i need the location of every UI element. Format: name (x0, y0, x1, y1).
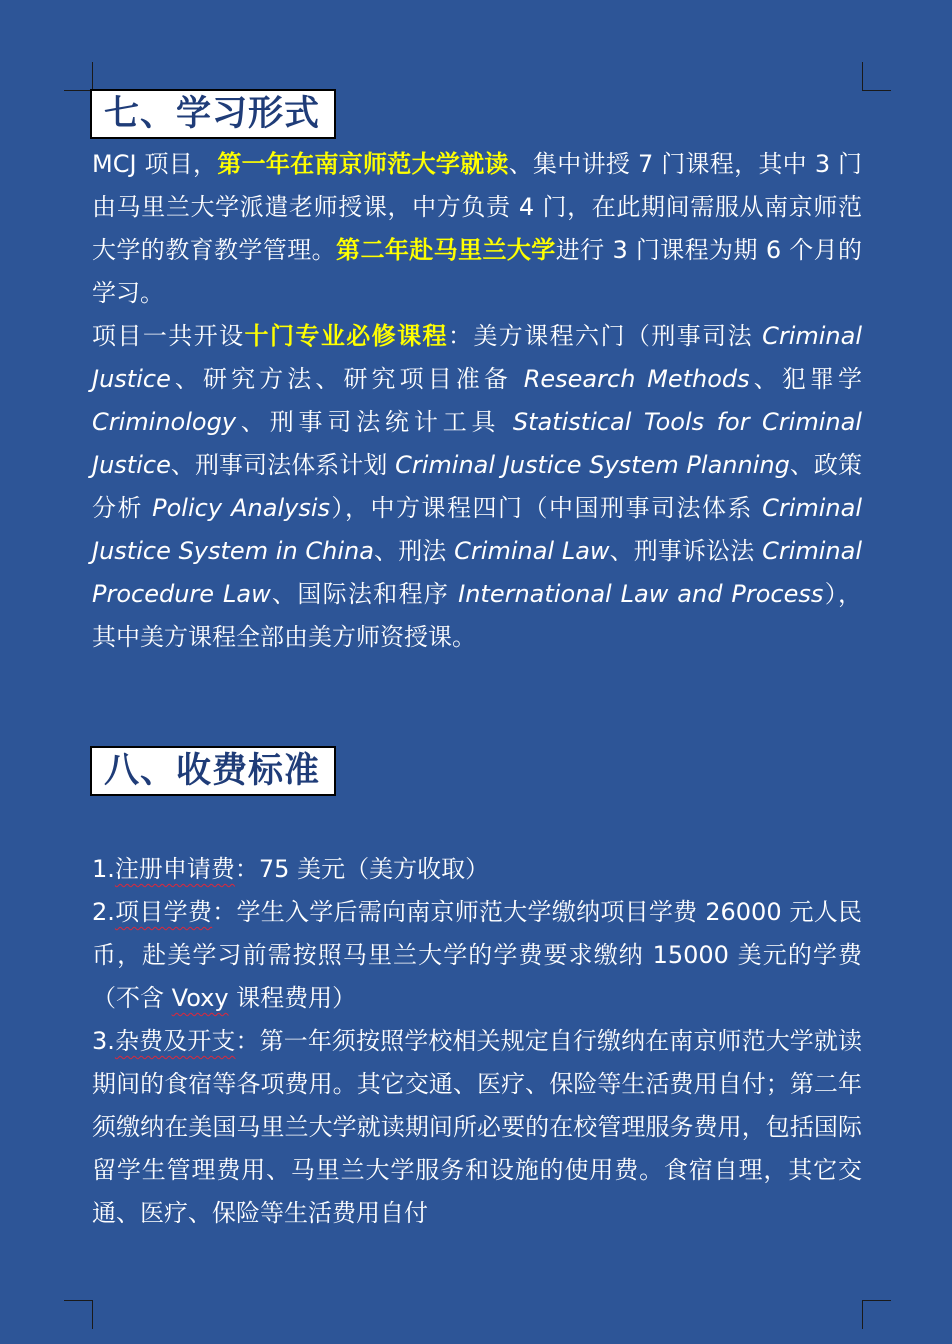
fee-item-registration: 1.注册申请费：75 美元（美方收取） (92, 855, 490, 883)
section-8-heading: 八、收费标准 (90, 746, 336, 796)
corner-mark-bottom-left (64, 1300, 93, 1329)
course-en-name: Policy Analysis (152, 494, 331, 522)
corner-mark-bottom-right (862, 1300, 891, 1329)
highlight-second-year: 第二年赴马里兰大学 (336, 236, 556, 264)
fee-item-misc: 3.杂费及开支：第一年须按照学校相关规定自行缴纳在南京师范大学就读期间的食宿等各项费用。其它交通、医疗、保险等生活费用自付；第二年须缴纳在美国马里兰大学就读期间所必要的在校管理服务费用，包括国际留学生管理费用、马里兰大学服务和设施的使用费。食宿自理，其它交通、医疗、保险等生活费用自付 (92, 1027, 863, 1227)
course-en-name: Statistical Tools for Criminal Justice (92, 408, 862, 479)
section-7-heading: 七、学习形式 (90, 89, 336, 139)
course-en-name: Criminal Procedure Law (92, 537, 862, 608)
section-7-paragraph-1: MCJ 项目，第一年在南京师范大学就读、集中讲授 7 门课程，其中 3 门由马里兰大学派遣老师授课，中方负责 4 门，在此期间需服从南京师范大学的教育教学管理。第二年赴马里兰大学进行 3 门课程为期 6 个月的学习。 (92, 150, 863, 307)
course-en-name: Research Methods (523, 365, 750, 393)
corner-mark-top-left (64, 62, 93, 91)
course-en-name: Criminal Justice System Planning (395, 451, 790, 479)
fee-list (92, 848, 862, 1235)
section-7-paragraph-2: 项目一共开设十门专业必修课程：美方课程六门（刑事司法 Criminal Justice、研究方法、研究项目准备 Research Methods、犯罪学 Criminology、刑事司法统计工具 Statistical Tools for Criminal Justice、刑事司法体系计划 Criminal Justice System Planning、政策分析 Policy Analysis），中方课程四门（中国刑事司法体系 Criminal Justice System in China、刑法 Criminal Law、刑事诉讼法 Criminal Procedure Law、国际法和程序 International Law and Process），其中美方课程全部由美方师资授课。 (92, 322, 863, 651)
course-en-name: Criminal Justice System in China (92, 494, 862, 565)
fee-item-tuition: 2.项目学费：学生入学后需向南京师范大学缴纳项目学费 26000 元人民币，赴美学习前需按照马里兰大学的学费要求缴纳 15000 美元的学费（不含 Voxy 课程费用） (92, 898, 863, 1012)
course-en-name: Criminal Law (454, 537, 610, 565)
highlight-first-year: 第一年在南京师范大学就读 (217, 150, 509, 178)
course-en-name: International Law and Process (458, 580, 824, 608)
course-en-name: Criminal Justice (92, 322, 863, 393)
course-en-name: Criminology (92, 408, 237, 436)
corner-mark-top-right (862, 62, 891, 91)
highlight-ten-courses: 十门专业必修课程 (244, 322, 448, 350)
